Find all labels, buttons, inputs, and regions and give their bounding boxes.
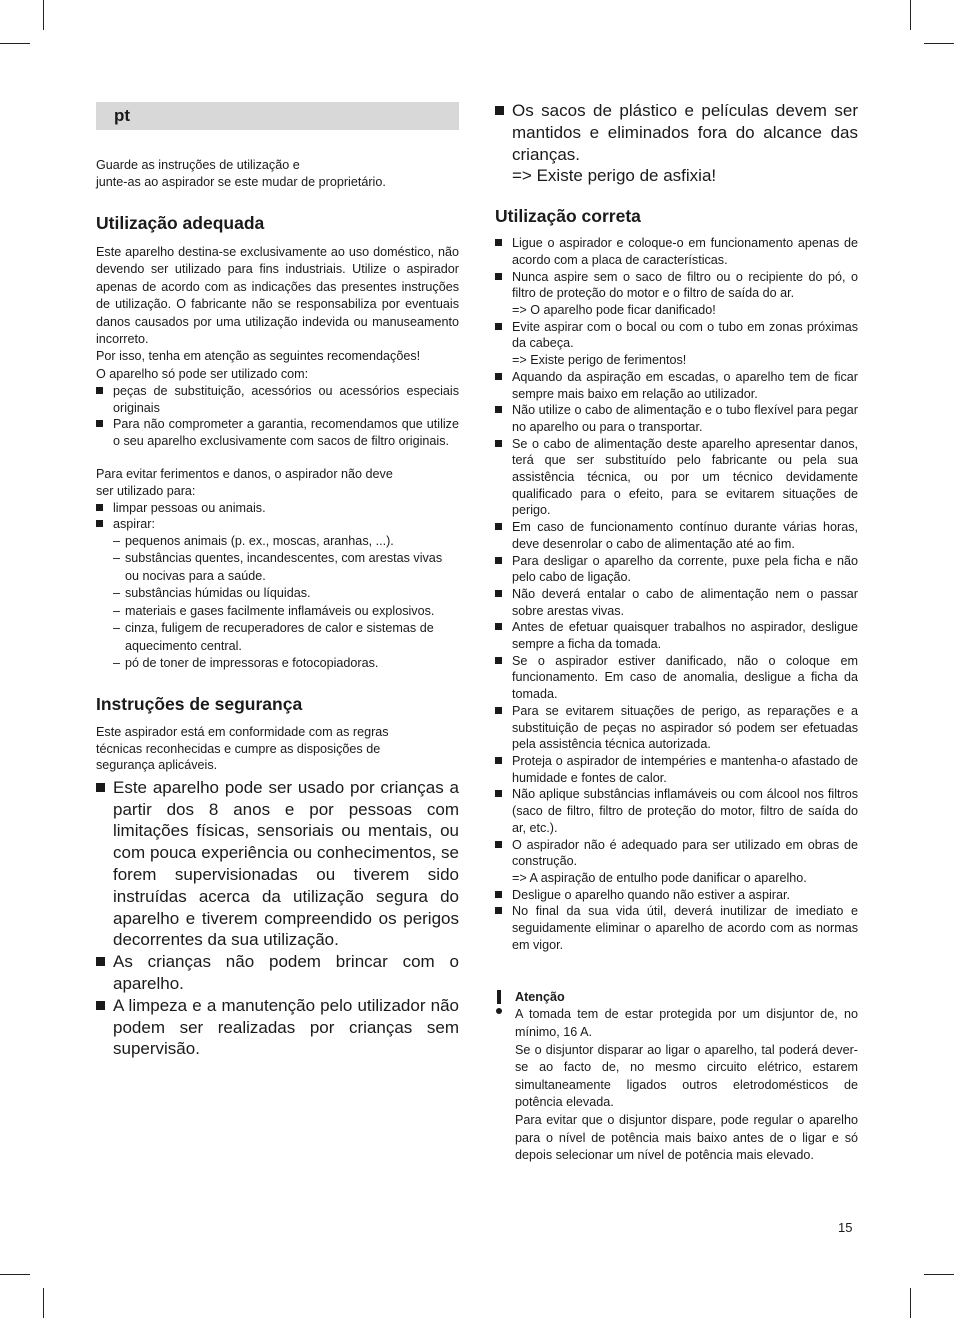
list-item (495, 553, 858, 586)
intro-note (96, 157, 459, 191)
list-item (495, 887, 858, 904)
left-column (96, 100, 459, 1060)
list-item (495, 369, 858, 402)
warning-note: => Existe perigo de asfixia! (512, 166, 717, 186)
list-item: aspirar: (96, 516, 459, 533)
list-item: Para não comprometer a garantia, recomendamos que utilize o seu aparelho exclusivamente com sacos de filtro originais. (96, 416, 459, 449)
list-item: A limpeza e a manutenção pelo utilizador não podem ser realizadas por crianças sem supervisão. (96, 995, 459, 1060)
section-title-instrucoes-de-seguranca: Instruções de segurança (96, 694, 303, 715)
list-item (495, 703, 858, 753)
item-text: Não utilize o cabo de alimentação e o tubo flexível para pegar no aparelho ou para o transportar. (512, 403, 858, 434)
warning-note: => A aspiração de entulho pode danificar o aparelho. (512, 870, 807, 885)
item-text: No final da sua vida útil, deverá inutilizar de imediato e seguidamente eliminar o aparelho de acordo com as normas em vigor. (512, 904, 858, 952)
exclamation-icon (495, 989, 503, 1015)
crop-mark (924, 43, 954, 44)
crop-mark (0, 43, 30, 44)
list-item: – pó de toner de impressoras e fotocopiadoras. (96, 655, 459, 672)
list-item (495, 753, 858, 786)
bullet-list (495, 100, 858, 187)
bullet-list (96, 777, 459, 1060)
crop-mark (924, 1274, 954, 1275)
crop-mark (0, 1274, 30, 1275)
list-item (495, 100, 858, 187)
list-item (495, 235, 858, 268)
right-column (495, 100, 858, 1165)
text-line: Este aspirador está em conformidade com as regras (96, 725, 389, 740)
list-item (495, 269, 858, 319)
list-item (495, 519, 858, 552)
text-line: segurança aplicáveis. (96, 758, 218, 773)
list-item: Este aparelho pode ser usado por crianças a partir dos 8 anos e por pessoas com limitações físicas, sensoriais ou mentais, ou com pouca experiência ou conhecimentos, se forem supervisionadas ou tiverem sido instruídas acerca da utilização segura do aparelho e tiverem compreendido os perigos decorrentes da sua utilização. (96, 777, 459, 951)
item-text: O aspirador não é adequado para ser utilizado em obras de construção. (512, 837, 858, 869)
paragraph: A tomada tem de estar protegida por um disjuntor de, no mínimo, 16 A. (515, 1007, 858, 1040)
paragraph: Para evitar que o disjuntor dispare, pode regular o aparelho para o nível de potência mais baixo antes de o ligar e só depois selecionar um nível de potência mais elevado. (515, 1112, 858, 1163)
list-item (495, 319, 858, 369)
list-item: – substâncias húmidas ou líquidas. (96, 585, 459, 602)
item-text: Proteja o aspirador de intempéries e mantenha-o afastado de humidade e fontes de calor. (512, 753, 858, 785)
list-item: peças de substituição, acessórios ou acessórios especiais originais (96, 383, 459, 416)
list-item (495, 903, 858, 953)
paragraph (96, 466, 459, 500)
item-text: Para desligar o aparelho da corrente, puxe pela ficha e não pelo cabo de ligação. (512, 553, 858, 585)
crop-mark (910, 1288, 911, 1318)
list-item: – pequenos animais (p. ex., moscas, aranhas, ...). (96, 533, 459, 550)
paragraph: Se o disjuntor disparar ao ligar o aparelho, tal poderá dever-se ao facto de, no mesmo circuito elétrico, estarem simultaneamente ligados outros eletrodomésticos de potência elevada. (515, 1042, 858, 1110)
crop-mark (910, 0, 911, 30)
attention-box (495, 989, 858, 1164)
item-text: Em caso de funcionamento contínuo durante várias horas, deve desenrolar o cabo de alimentação até ao fim. (512, 520, 858, 551)
list-item (495, 402, 858, 435)
list-item (495, 653, 858, 703)
item-text: Antes de efetuar quaisquer trabalhos no aspirador, desligue sempre a ficha da tomada. (512, 620, 858, 652)
item-text: Desligue o aparelho quando não estiver a aspirar. (512, 887, 790, 902)
warning-note: => Existe perigo de ferimentos! (512, 353, 687, 368)
item-text: Evite aspirar com o bocal ou com o tubo em zonas próximas da cabeça. (512, 319, 858, 351)
list-item: – materiais e gases facilmente inflamáveis ou explosivos. (96, 603, 459, 620)
list-item: limpar pessoas ou animais. (96, 500, 459, 517)
language-tag: pt (96, 102, 459, 130)
item-text: Os sacos de plástico e películas devem ser mantidos e eliminados fora do alcance das crianças. (512, 101, 858, 164)
list-item (495, 436, 858, 520)
item-text: Para se evitarem situações de perigo, as reparações e a substituição de peças no aspirador só podem ser efetuadas pela assistência técnica autorizada. (512, 703, 858, 752)
bullet-list (96, 500, 459, 533)
list-item (495, 619, 858, 652)
warning-note: => O aparelho pode ficar danificado! (512, 303, 716, 317)
dash-list (96, 533, 459, 672)
bullet-list (96, 383, 459, 450)
list-item (495, 786, 858, 836)
paragraph: O aparelho só pode ser utilizado com: (96, 366, 309, 381)
text-line: Para evitar ferimentos e danos, o aspirador não deve (96, 466, 393, 481)
text-line: ser utilizado para: (96, 483, 196, 498)
list-item: – cinza, fuligem de recuperadores de calor e sistemas de aquecimento central. (96, 620, 459, 655)
list-item: – substâncias quentes, incandescentes, com arestas vivas ou nocivas para a saúde. (96, 550, 459, 585)
paragraph: Este aparelho destina-se exclusivamente ao uso doméstico, não devendo ser utilizado para fins industriais. Utilize o aspirador apenas de acordo com as indicações das presentes instruções de utilização. O fabricante não se responsabiliza por eventuais danos causados por uma utilização indevida ou manuseamento incorreto. (96, 245, 459, 347)
intro-line: junte-as ao aspirador se este mudar de proprietário. (96, 175, 386, 189)
item-text: Aquando da aspiração em escadas, o aparelho tem de ficar sempre mais baixo em relação ao utilizador. (512, 369, 858, 401)
intro-line: Guarde as instruções de utilização e (96, 158, 300, 172)
list-item (495, 837, 858, 887)
crop-mark (43, 0, 44, 30)
paragraph: Por isso, tenha em atenção as seguintes recomendações! (96, 349, 421, 364)
item-text: Nunca aspire sem o saco de filtro ou o recipiente do pó, o filtro de proteção do motor e o filtro de saída do ar. (512, 269, 858, 301)
list-item (495, 586, 858, 619)
section-title-utilizacao-correta: Utilização correta (495, 206, 641, 227)
bullet-list (495, 235, 858, 953)
paragraph (96, 724, 459, 774)
text-line: técnicas reconhecidas e cumpre as disposições de (96, 741, 381, 756)
page-number: 15 (838, 1220, 853, 1235)
item-text: Não aplique substâncias inflamáveis ou com álcool nos filtros (saco de filtro, filtro de proteção do motor, filtro de saída do ar, etc.). (512, 787, 858, 835)
item-text: Ligue o aspirador e coloque-o em funcionamento apenas de acordo com a placa de características. (512, 236, 858, 267)
item-text: Não deverá entalar o cabo de alimentação nem o passar sobre arestas vivas. (512, 586, 858, 618)
section-title-utilizacao-adequada: Utilização adequada (96, 213, 265, 233)
list-item: As crianças não podem brincar com o aparelho. (96, 951, 459, 995)
attention-title: Atenção (515, 990, 565, 1005)
item-text: Se o cabo de alimentação deste aparelho apresentar danos, terá que ser substituído pelo fabricante ou pela sua assistência técnica, ou por um técnico devidamente qualificado para o efeito, para se evitarem situações de perigo. (512, 436, 858, 518)
item-text: Se o aspirador estiver danificado, não o coloque em funcionamento. Em caso de anomalia, desligue a ficha da tomada. (512, 653, 858, 702)
crop-mark (43, 1288, 44, 1318)
